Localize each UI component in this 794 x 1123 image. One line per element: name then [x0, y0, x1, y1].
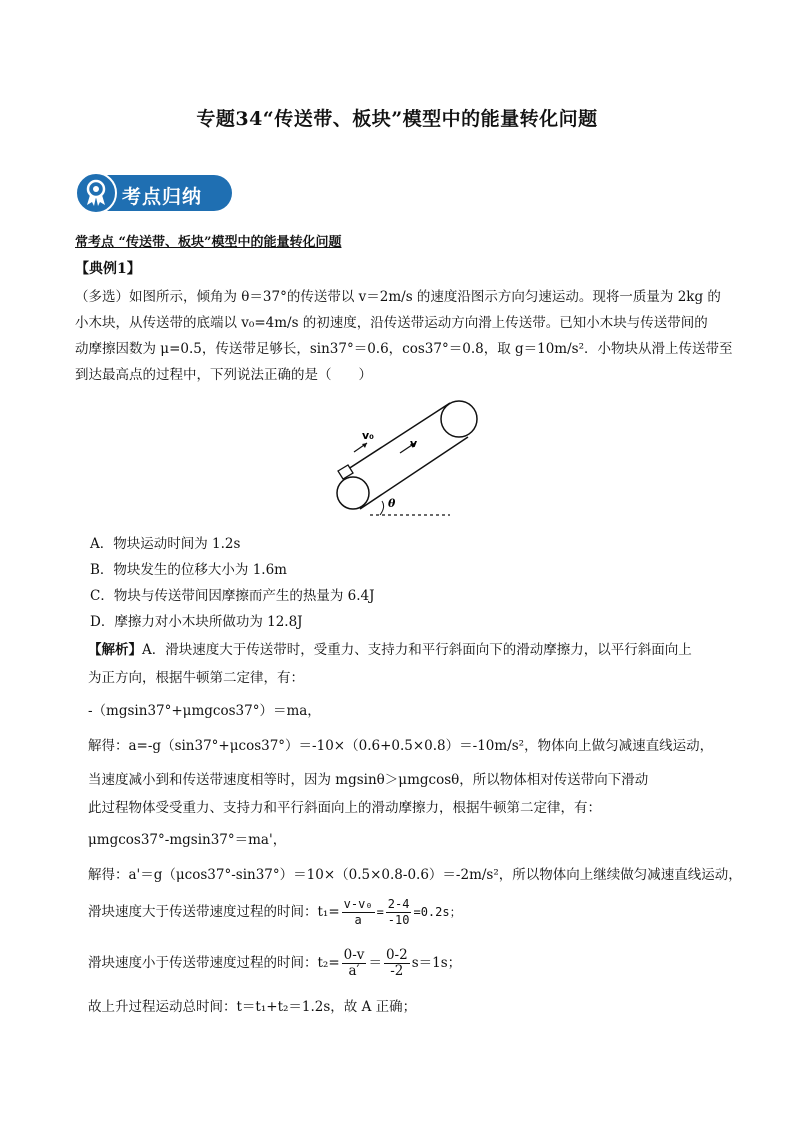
angle-arc: [380, 501, 384, 515]
t2-denominator: a′: [348, 963, 360, 979]
t2-equals: ＝: [368, 955, 382, 971]
v-label: v: [410, 437, 418, 450]
analysis-line: [88, 638, 692, 658]
equation-line: -（mgsin37°+μmgcos37°）＝ma，: [88, 703, 321, 719]
option-d: D．摩擦力对小木块所做功为 12.8J: [90, 614, 303, 630]
theta-label: θ: [388, 497, 396, 510]
t1-result: =0.2s；: [413, 905, 462, 919]
t2-prefix: 滑块速度小于传送带速度过程的时间：t₂=: [88, 955, 340, 971]
belt-top-edge: [342, 403, 450, 473]
total-time-line: 故上升过程运动总时间：t＝t₁+t₂＝1.2s，故 A 正确；: [88, 999, 417, 1015]
analysis-label: 【解析】: [88, 642, 142, 658]
t2-values-denominator: -2: [390, 963, 404, 979]
equation-line: μmgcos37°-mgsin37°＝ma'，: [88, 832, 287, 848]
option-c: C．物块与传送带间因摩擦而产生的热量为 6.4J: [90, 588, 375, 604]
option-a: A．物块运动时间为 1.2s: [90, 536, 241, 552]
question-line: 小木块，从传送带的底端以 v₀=4m/s 的初速度，沿传送带运动方向滑上传送带。已知小木块与传送带间的: [75, 315, 708, 331]
analysis-line: 当速度减小到和传送带速度相等时，因为 mgsinθ＞μmgcosθ，所以物体相对传送带向下滑动: [88, 772, 649, 788]
t1-values-denominator: -10: [387, 913, 410, 927]
t1-values-numerator: 2-4: [387, 897, 410, 911]
top-pulley: [441, 401, 477, 437]
t2-numerator: 0-v: [343, 947, 365, 963]
question-line: （多选）如图所示，倾角为 θ＝37°的传送带以 v＝2m/s 的速度沿图示方向匀速运动。现将一质量为 2kg 的: [75, 289, 721, 305]
banner-label: 考点归纳: [122, 186, 203, 208]
equation-line: 解得：a'＝g（μcos37°-sin37°）＝10×（0.5×0.8-0.6）＝-2m/s²，所以物体向上继续做匀减速直线运动，: [88, 867, 742, 883]
award-ribbon-icon: [74, 171, 118, 215]
conveyor-belt-diagram: [330, 395, 490, 520]
v0-label: v₀: [362, 429, 374, 442]
question-line: 动摩擦因数为 μ=0.5，传送带足够长，sin37°＝0.6，cos37°＝0.8，取 g＝10m/s²．小物块从滑上传送带至: [75, 341, 733, 357]
t2-result: s＝1s；: [411, 955, 462, 971]
t1-equals: =: [376, 905, 384, 919]
equation-line: 解得：a=-g（sin37°+μcos37°）＝-10×（0.6+0.5×0.8）＝-10m/s²，物体向上做匀减速直线运动，: [88, 738, 714, 754]
page-title: 专题34“传送带、板块”模型中的能量转化问题: [196, 108, 598, 130]
analysis-line: 为正方向，根据牛顿第二定律，有：: [88, 670, 304, 686]
t1-fraction: [342, 897, 375, 928]
analysis-text: A．滑块速度大于传送带时，受重力、支持力和平行斜面向下的滑动摩擦力，以平行斜面向上: [142, 642, 692, 658]
time-t1-line: [88, 897, 462, 928]
bottom-pulley: [337, 477, 369, 509]
time-t2-line: [88, 948, 461, 979]
t1-prefix: 滑块速度大于传送带速度过程的时间：t₁=: [88, 904, 340, 920]
section-heading: 常考点 “传送带、板块”模型中的能量转化问题: [75, 235, 342, 250]
t2-fraction-values: [384, 948, 410, 979]
t1-denominator: a: [354, 913, 362, 927]
t2-fraction: [342, 948, 367, 979]
topic-banner: [74, 171, 232, 213]
t2-values-numerator: 0-2: [385, 947, 408, 963]
question-line: 到达最高点的过程中，下列说法正确的是（ ）: [75, 367, 372, 383]
example-label: 【典例1】: [75, 261, 141, 277]
analysis-line: 此过程物体受受重力、支持力和平行斜面向上的滑动摩擦力，根据牛顿第二定律，有：: [88, 800, 601, 816]
t1-numerator: v-v₀: [343, 897, 373, 911]
option-b: B．物块发生的位移大小为 1.6m: [90, 562, 287, 578]
t1-fraction-values: [386, 897, 412, 928]
